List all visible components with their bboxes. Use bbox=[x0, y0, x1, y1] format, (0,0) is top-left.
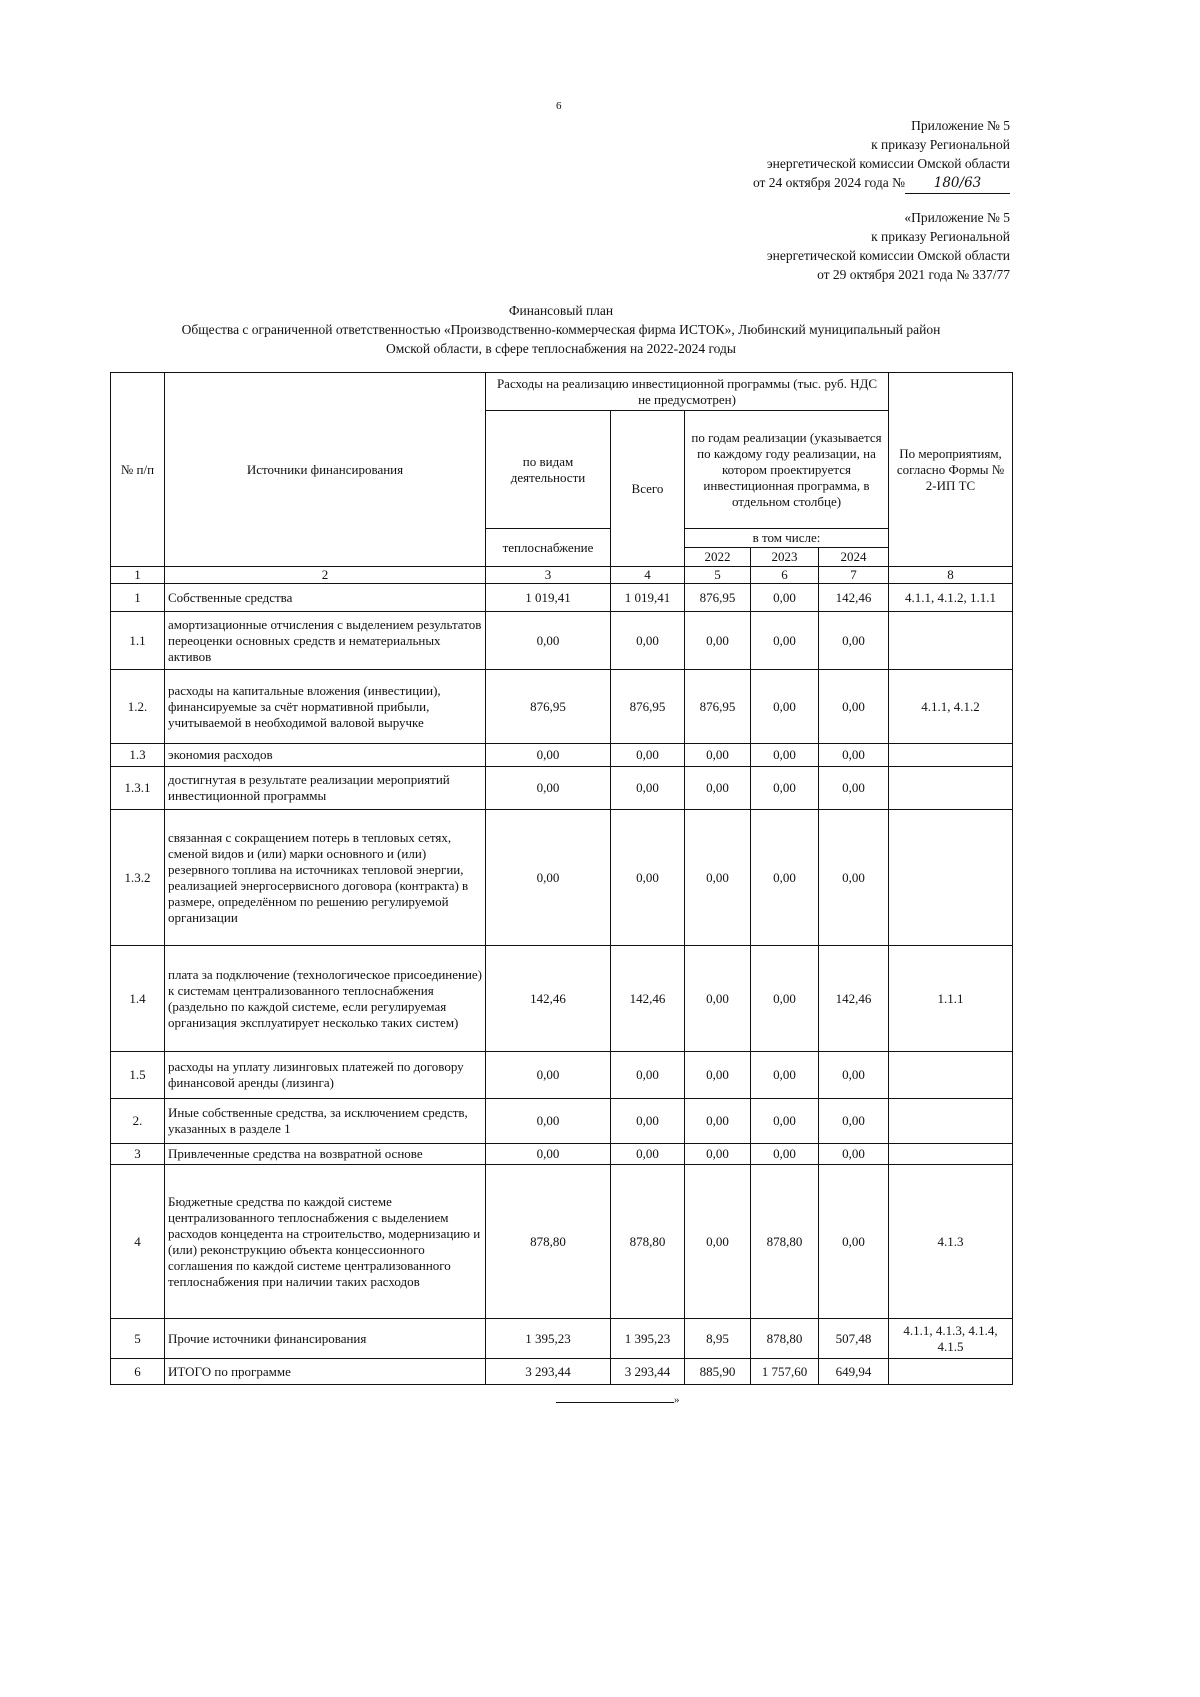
cell-total: 3 293,44 bbox=[611, 1359, 685, 1385]
table-row bbox=[111, 670, 1013, 744]
table-row bbox=[111, 767, 1013, 810]
cell-measures bbox=[889, 1052, 1013, 1099]
header-2023: 2023 bbox=[751, 548, 819, 567]
cell-num: 1.1 bbox=[111, 612, 165, 670]
header-heat: теплоснабжение bbox=[486, 529, 611, 567]
column-number: 5 bbox=[685, 567, 751, 584]
cell-total: 0,00 bbox=[611, 744, 685, 767]
cell-y2022: 0,00 bbox=[685, 1099, 751, 1144]
cell-measures bbox=[889, 1144, 1013, 1165]
header-by-activity: по видам деятельности bbox=[486, 411, 611, 529]
table-row bbox=[111, 1052, 1013, 1099]
cell-heat: 0,00 bbox=[486, 1099, 611, 1144]
cell-y2024: 0,00 bbox=[819, 1165, 889, 1319]
column-number: 4 bbox=[611, 567, 685, 584]
cell-y2024: 0,00 bbox=[819, 810, 889, 946]
cell-heat: 878,80 bbox=[486, 1165, 611, 1319]
cell-source: Бюджетные средства по каждой системе централизованного теплоснабжения с выделением расходов концедента на строительство, модернизацию и (или) реконструкцию объекта концессионного соглашения по каждой системе централизованного теплоснабжения при наличии таких расходов bbox=[165, 1165, 486, 1319]
cell-total: 0,00 bbox=[611, 767, 685, 810]
cell-num: 1.3.2 bbox=[111, 810, 165, 946]
cell-heat: 1 019,41 bbox=[486, 584, 611, 612]
cell-y2022: 0,00 bbox=[685, 1144, 751, 1165]
cell-y2023: 0,00 bbox=[751, 670, 819, 744]
cell-y2022: 876,95 bbox=[685, 584, 751, 612]
column-number: 6 bbox=[751, 567, 819, 584]
cell-y2024: 0,00 bbox=[819, 1144, 889, 1165]
cell-source: плата за подключение (технологическое присоединение) к системам централизованного теплоснабжения (раздельно по каждой системе, если регулируемая организация эксплуатирует несколько таких систем) bbox=[165, 946, 486, 1052]
cell-total: 0,00 bbox=[611, 1099, 685, 1144]
cell-y2023: 0,00 bbox=[751, 1144, 819, 1165]
cell-y2022: 0,00 bbox=[685, 767, 751, 810]
column-number: 7 bbox=[819, 567, 889, 584]
cell-y2022: 8,95 bbox=[685, 1319, 751, 1359]
cell-heat: 876,95 bbox=[486, 670, 611, 744]
table-row bbox=[111, 946, 1013, 1052]
cell-num: 3 bbox=[111, 1144, 165, 1165]
appendix-old bbox=[767, 208, 1010, 284]
cell-measures: 4.1.1, 4.1.2, 1.1.1 bbox=[889, 584, 1013, 612]
cell-heat: 0,00 bbox=[486, 767, 611, 810]
cell-measures: 1.1.1 bbox=[889, 946, 1013, 1052]
appendix-new-line3: энергетической комиссии Омской области bbox=[766, 156, 1010, 171]
table-row bbox=[111, 1099, 1013, 1144]
cell-num: 1.5 bbox=[111, 1052, 165, 1099]
column-number: 8 bbox=[889, 567, 1013, 584]
cell-y2022: 0,00 bbox=[685, 1165, 751, 1319]
financial-plan-table bbox=[110, 372, 1013, 1385]
cell-num: 1.3 bbox=[111, 744, 165, 767]
cell-y2022: 0,00 bbox=[685, 744, 751, 767]
cell-y2023: 0,00 bbox=[751, 767, 819, 810]
cell-num: 5 bbox=[111, 1319, 165, 1359]
title-line2: Общества с ограниченной ответственностью «Производственно-коммерческая фирма ИСТОК», Любинский муниципальный район bbox=[181, 322, 941, 337]
cell-total: 0,00 bbox=[611, 612, 685, 670]
cell-num: 6 bbox=[111, 1359, 165, 1385]
cell-y2023: 0,00 bbox=[751, 1099, 819, 1144]
table-row bbox=[111, 1359, 1013, 1385]
header-total: Всего bbox=[611, 411, 685, 567]
header-by-measures: По мероприятиям, согласно Формы № 2-ИП ТС bbox=[889, 373, 1013, 567]
cell-total: 142,46 bbox=[611, 946, 685, 1052]
cell-y2023: 0,00 bbox=[751, 584, 819, 612]
cell-source: достигнутая в результате реализации мероприятий инвестиционной программы bbox=[165, 767, 486, 810]
cell-measures bbox=[889, 744, 1013, 767]
cell-y2024: 142,46 bbox=[819, 584, 889, 612]
cell-num: 4 bbox=[111, 1165, 165, 1319]
cell-source: ИТОГО по программе bbox=[165, 1359, 486, 1385]
title-line3: Омской области, в сфере теплоснабжения на 2022-2024 годы bbox=[386, 341, 736, 356]
cell-y2022: 0,00 bbox=[685, 1052, 751, 1099]
cell-num: 1 bbox=[111, 584, 165, 612]
appendix-old-line1: «Приложение № 5 bbox=[904, 210, 1010, 225]
cell-y2022: 885,90 bbox=[685, 1359, 751, 1385]
table-row bbox=[111, 744, 1013, 767]
cell-y2024: 0,00 bbox=[819, 1099, 889, 1144]
order-number-handwritten: 180/63 bbox=[905, 174, 1010, 194]
cell-y2024: 0,00 bbox=[819, 767, 889, 810]
appendix-old-line2: к приказу Региональной bbox=[871, 229, 1010, 244]
header-expenses: Расходы на реализацию инвестиционной программы (тыс. руб. НДС не предусмотрен) bbox=[486, 373, 889, 411]
cell-num: 1.2. bbox=[111, 670, 165, 744]
cell-y2023: 0,00 bbox=[751, 946, 819, 1052]
cell-y2023: 878,80 bbox=[751, 1319, 819, 1359]
appendix-old-line4: от 29 октября 2021 года № 337/77 bbox=[817, 267, 1010, 282]
table-row bbox=[111, 1319, 1013, 1359]
cell-y2023: 0,00 bbox=[751, 612, 819, 670]
cell-source: Собственные средства bbox=[165, 584, 486, 612]
appendix-new bbox=[753, 116, 1010, 194]
cell-measures: 4.1.3 bbox=[889, 1165, 1013, 1319]
cell-total: 0,00 bbox=[611, 1052, 685, 1099]
cell-total: 1 395,23 bbox=[611, 1319, 685, 1359]
header-num: № п/п bbox=[111, 373, 165, 567]
header-including: в том числе: bbox=[685, 529, 889, 548]
column-number: 3 bbox=[486, 567, 611, 584]
cell-measures bbox=[889, 767, 1013, 810]
header-2024: 2024 bbox=[819, 548, 889, 567]
cell-total: 0,00 bbox=[611, 810, 685, 946]
cell-y2024: 649,94 bbox=[819, 1359, 889, 1385]
cell-num: 1.4 bbox=[111, 946, 165, 1052]
cell-total: 878,80 bbox=[611, 1165, 685, 1319]
cell-y2024: 0,00 bbox=[819, 1052, 889, 1099]
cell-y2023: 1 757,60 bbox=[751, 1359, 819, 1385]
cell-y2024: 0,00 bbox=[819, 670, 889, 744]
cell-measures bbox=[889, 612, 1013, 670]
cell-source: Иные собственные средства, за исключением средств, указанных в разделе 1 bbox=[165, 1099, 486, 1144]
closing-line bbox=[556, 1402, 674, 1403]
cell-source: Привлеченные средства на возвратной основе bbox=[165, 1144, 486, 1165]
header-2022: 2022 bbox=[685, 548, 751, 567]
cell-y2024: 0,00 bbox=[819, 744, 889, 767]
cell-measures bbox=[889, 1099, 1013, 1144]
cell-y2023: 0,00 bbox=[751, 744, 819, 767]
cell-measures bbox=[889, 810, 1013, 946]
cell-source: амортизационные отчисления с выделением результатов переоценки основных средств и нематериальных активов bbox=[165, 612, 486, 670]
table-row bbox=[111, 1144, 1013, 1165]
cell-y2024: 142,46 bbox=[819, 946, 889, 1052]
column-number: 2 bbox=[165, 567, 486, 584]
appendix-new-line2: к приказу Региональной bbox=[871, 137, 1010, 152]
column-number: 1 bbox=[111, 567, 165, 584]
cell-heat: 0,00 bbox=[486, 744, 611, 767]
cell-y2022: 0,00 bbox=[685, 946, 751, 1052]
cell-heat: 0,00 bbox=[486, 1144, 611, 1165]
cell-num: 1.3.1 bbox=[111, 767, 165, 810]
cell-heat: 0,00 bbox=[486, 810, 611, 946]
cell-y2023: 0,00 bbox=[751, 810, 819, 946]
cell-num: 2. bbox=[111, 1099, 165, 1144]
cell-source: расходы на уплату лизинговых платежей по договору финансовой аренды (лизинга) bbox=[165, 1052, 486, 1099]
cell-heat: 1 395,23 bbox=[486, 1319, 611, 1359]
cell-source: Прочие источники финансирования bbox=[165, 1319, 486, 1359]
cell-measures: 4.1.1, 4.1.3, 4.1.4, 4.1.5 bbox=[889, 1319, 1013, 1359]
header-source: Источники финансирования bbox=[165, 373, 486, 567]
cell-measures bbox=[889, 1359, 1013, 1385]
table-row bbox=[111, 1165, 1013, 1319]
cell-y2024: 0,00 bbox=[819, 612, 889, 670]
table-row bbox=[111, 584, 1013, 612]
cell-heat: 142,46 bbox=[486, 946, 611, 1052]
appendix-new-line1: Приложение № 5 bbox=[911, 118, 1010, 133]
appendix-new-line4: от 24 октября 2024 года № bbox=[752, 175, 905, 190]
cell-y2022: 0,00 bbox=[685, 810, 751, 946]
appendix-old-line3: энергетической комиссии Омской области bbox=[766, 248, 1010, 263]
closing-quote: » bbox=[674, 1394, 680, 1406]
cell-source: экономия расходов bbox=[165, 744, 486, 767]
cell-heat: 0,00 bbox=[486, 612, 611, 670]
cell-y2023: 878,80 bbox=[751, 1165, 819, 1319]
cell-total: 1 019,41 bbox=[611, 584, 685, 612]
cell-y2023: 0,00 bbox=[751, 1052, 819, 1099]
cell-source: связанная с сокращением потерь в тепловых сетях, сменой видов и (или) марки основного и (или) резервного топлива на источниках тепловой энергии, реализацией энергосервисного договора (контракта) в размере, определённом по решению регулируемой организации bbox=[165, 810, 486, 946]
cell-measures: 4.1.1, 4.1.2 bbox=[889, 670, 1013, 744]
cell-y2022: 0,00 bbox=[685, 612, 751, 670]
page-number: 6 bbox=[556, 100, 562, 112]
document-title bbox=[110, 301, 1012, 358]
cell-total: 876,95 bbox=[611, 670, 685, 744]
cell-total: 0,00 bbox=[611, 1144, 685, 1165]
table-row bbox=[111, 810, 1013, 946]
cell-heat: 0,00 bbox=[486, 1052, 611, 1099]
cell-y2024: 507,48 bbox=[819, 1319, 889, 1359]
cell-source: расходы на капитальные вложения (инвестиции), финансируемые за счёт нормативной прибыли, учитываемой в необходимой валовой выручке bbox=[165, 670, 486, 744]
header-by-years: по годам реализации (указывается по каждому году реализации, на котором проектируется инвестиционная программа, в отдельном столбце) bbox=[685, 411, 889, 529]
cell-heat: 3 293,44 bbox=[486, 1359, 611, 1385]
table-row bbox=[111, 612, 1013, 670]
title-line1: Финансовый план bbox=[508, 303, 614, 318]
cell-y2022: 876,95 bbox=[685, 670, 751, 744]
